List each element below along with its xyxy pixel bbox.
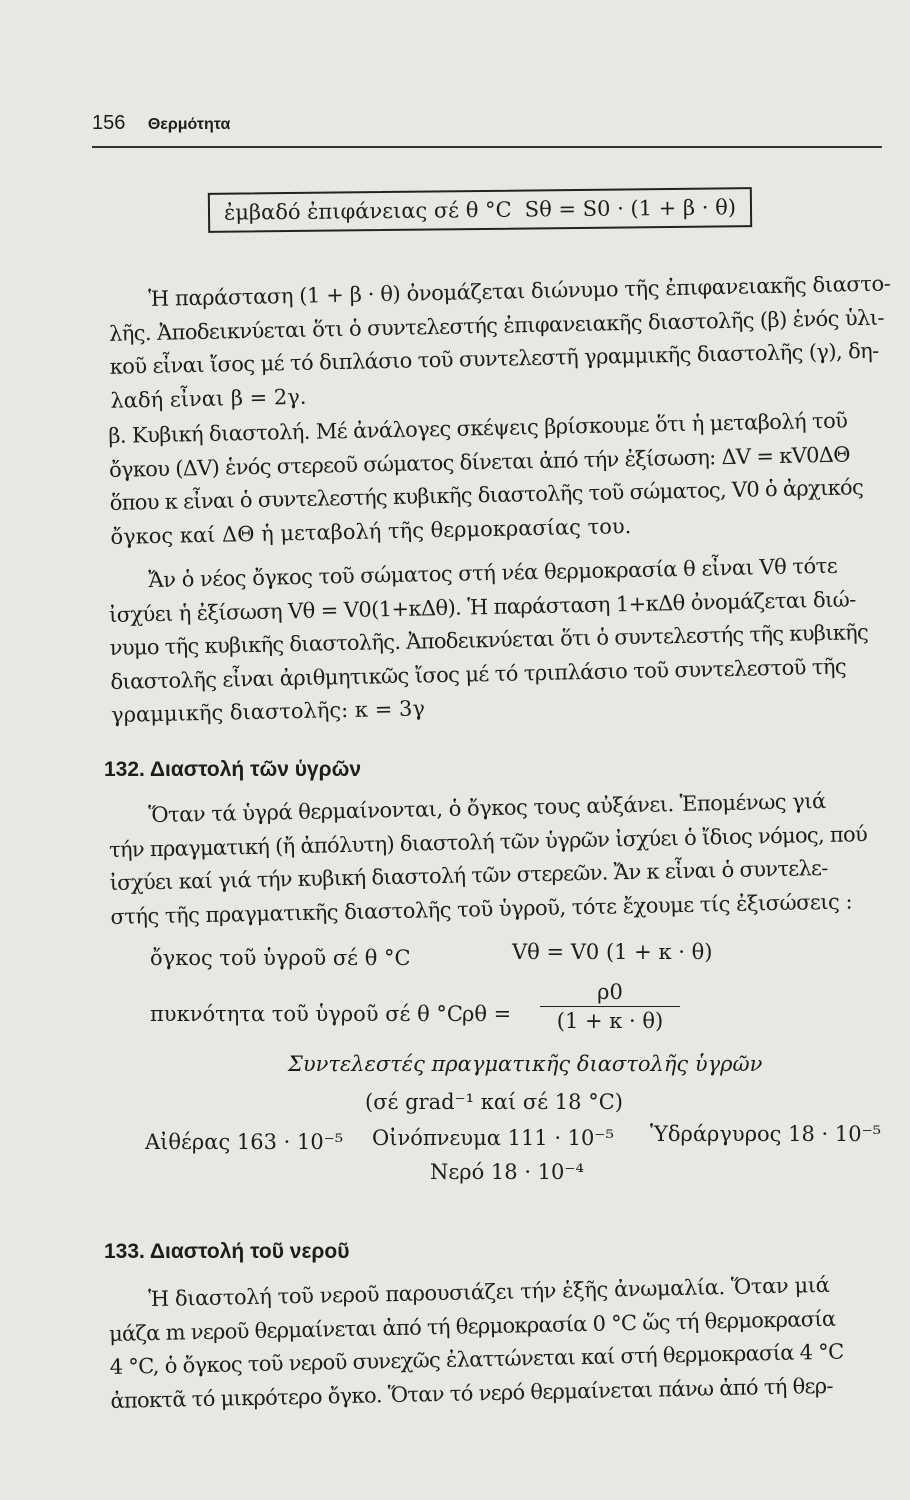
text-line: ὄγκου (ΔV) ἑνός στερεοῦ σώματος δίνεται ἀπό τήν ἐξίσωση: ΔV = κV0ΔΘ bbox=[108, 441, 850, 482]
coefficient-water: Νερό 18 · 10⁻⁴ bbox=[430, 1160, 584, 1184]
text-line: κοῦ εἶναι ἴσος μέ τό διπλάσιο τοῦ συντελεστῆ γραμμικῆς διαστολῆς (γ), δη- bbox=[109, 338, 879, 379]
coefficient-alcohol: Οἰνόπνευμα 111 · 10⁻⁵ bbox=[372, 1126, 614, 1150]
text-line: τήν πραγματική (ἤ ἀπόλυτη) διαστολή τῶν ὑγρῶν ἰσχύει ὁ ἴδιος νόμος, πού bbox=[108, 821, 868, 862]
coefficient-mercury: Ὑδράργυρος 18 · 10⁻⁵ bbox=[650, 1122, 882, 1146]
header-rule bbox=[92, 146, 882, 148]
text-line: Ἡ παράσταση (1 + β · θ) ὀνομάζεται διώνυμο τῆς ἐπιφανειακῆς διαστο- bbox=[148, 271, 891, 311]
paragraph-water-anomaly bbox=[108, 1269, 845, 1418]
text-line: λῆς. Ἀποδεικνύεται ὅτι ὁ συντελεστής ἐπιφανειακῆς διαστολῆς (β) ἑνός ὑλι- bbox=[108, 305, 885, 346]
formula-box-label: ἐμβαδό ἐπιφάνειας σέ θ °C bbox=[223, 197, 512, 225]
density-fraction bbox=[540, 980, 680, 1033]
running-title: Θερμότητα bbox=[147, 116, 231, 133]
text-line: Ἄν ὁ νέος ὄγκος τοῦ σώματος στή νέα θερμοκρασία θ εἶναι Vθ τότε bbox=[148, 553, 838, 593]
section-132-title: 132. Διαστολή τῶν ὑγρῶν bbox=[104, 758, 362, 781]
paragraph-cubic-expansion bbox=[108, 404, 864, 554]
density-numerator: ρ0 bbox=[540, 980, 680, 1007]
density-equation-lhs: ρθ = bbox=[462, 1002, 512, 1026]
text-line: μάζα m νεροῦ θερμαίνεται ἀπό τή θερμοκρασία 0 °C ὥς τή θερμοκρασία bbox=[108, 1306, 836, 1346]
text-line: ἰσχύει καί γιά τήν κυβική διαστολή τῶν στερεῶν. Ἄν κ εἶναι ὁ συντελε- bbox=[109, 855, 828, 895]
coefficients-table-subtitle: (σέ grad⁻¹ καί σέ 18 °C) bbox=[365, 1090, 623, 1114]
text-line: στής τῆς πραγματικῆς διαστολῆς τοῦ ὑγροῦ, τότε ἔχουμε τίς ἐξισώσεις : bbox=[110, 888, 853, 929]
volume-equation-label: ὄγκος τοῦ ὑγροῦ σέ θ °C bbox=[150, 946, 411, 970]
text-line: Ὅταν τά ὑγρά θερμαίνονται, ὁ ὄγκος τους αὐξάνει. Ἑπομένως γιά bbox=[148, 788, 826, 828]
density-denominator: (1 + κ · θ) bbox=[556, 1009, 664, 1033]
text-line: ἀποκτᾶ τό μικρότερο ὄγκο. Ὅταν τό νερό θερμαίνεται πάνω ἀπό τή θερ- bbox=[110, 1373, 833, 1413]
paragraph-liquid-expansion bbox=[108, 784, 869, 934]
paragraph-surface-expansion bbox=[108, 267, 893, 417]
text-line: ἰσχύει ἡ ἐξίσωση Vθ = V0(1+κΔθ). Ἡ παράσταση 1+κΔθ ὀνομάζεται διώ- bbox=[108, 586, 856, 627]
section-133-title: 133. Διαστολή τοῦ νεροῦ bbox=[104, 1240, 350, 1263]
text-line: διαστολῆς εἶναι ἀριθμητικῶς ἴσος μέ τό τριπλάσιο τοῦ συντελεστοῦ τῆς bbox=[110, 654, 847, 694]
paragraph-cubic-binomial bbox=[108, 549, 870, 732]
coefficient-ether: Αἰθέρας 163 · 10⁻⁵ bbox=[145, 1130, 344, 1154]
text-line: ὅπου κ εἶναι ὁ συντελεστής κυβικῆς διαστολῆς τοῦ σώματος, V0 ὁ ἀρχικός bbox=[109, 475, 864, 515]
text-line: γραμμικῆς διαστολῆς: κ = 3γ bbox=[110, 696, 426, 727]
text-line: λαδή εἶναι β = 2γ. bbox=[110, 384, 307, 413]
text-line: ὄγκος καί ΔΘ ἡ μεταβολή τῆς θερμοκρασίας του. bbox=[110, 513, 632, 549]
volume-equation-formula: Vθ = V0 (1 + κ · θ) bbox=[512, 940, 713, 964]
page-header bbox=[92, 112, 230, 135]
density-equation-label: πυκνότητα τοῦ ὑγροῦ σέ θ °C bbox=[150, 1002, 464, 1026]
page-number: 156 bbox=[92, 112, 126, 134]
text-line: β. Κυβική διαστολή. Μέ ἀνάλογες σκέψεις βρίσκουμε ὅτι ἡ μεταβολή τοῦ bbox=[108, 408, 848, 448]
text-line: 4 °C, ὁ ὄγκος τοῦ νεροῦ συνεχῶς ἐλαττώνεται καί στή θερμοκρασία 4 °C bbox=[109, 1339, 844, 1379]
formula-box-formula: Sθ = S0 · (1 + β · θ) bbox=[524, 195, 737, 222]
surface-area-formula-box bbox=[208, 187, 752, 233]
text-line: νυμο τῆς κυβικῆς διαστολῆς. Ἀποδεικνύεται ὅτι ὁ συντελεστής τῆς κυβικῆς bbox=[109, 620, 869, 660]
coefficients-table-title: Συντελεστές πραγματικῆς διαστολῆς ὑγρῶν bbox=[288, 1052, 763, 1076]
text-line: Ἡ διαστολή τοῦ νεροῦ παρουσιάζει τήν ἑξῆς ἀνωμαλία. Ὅταν μιά bbox=[148, 1272, 830, 1312]
